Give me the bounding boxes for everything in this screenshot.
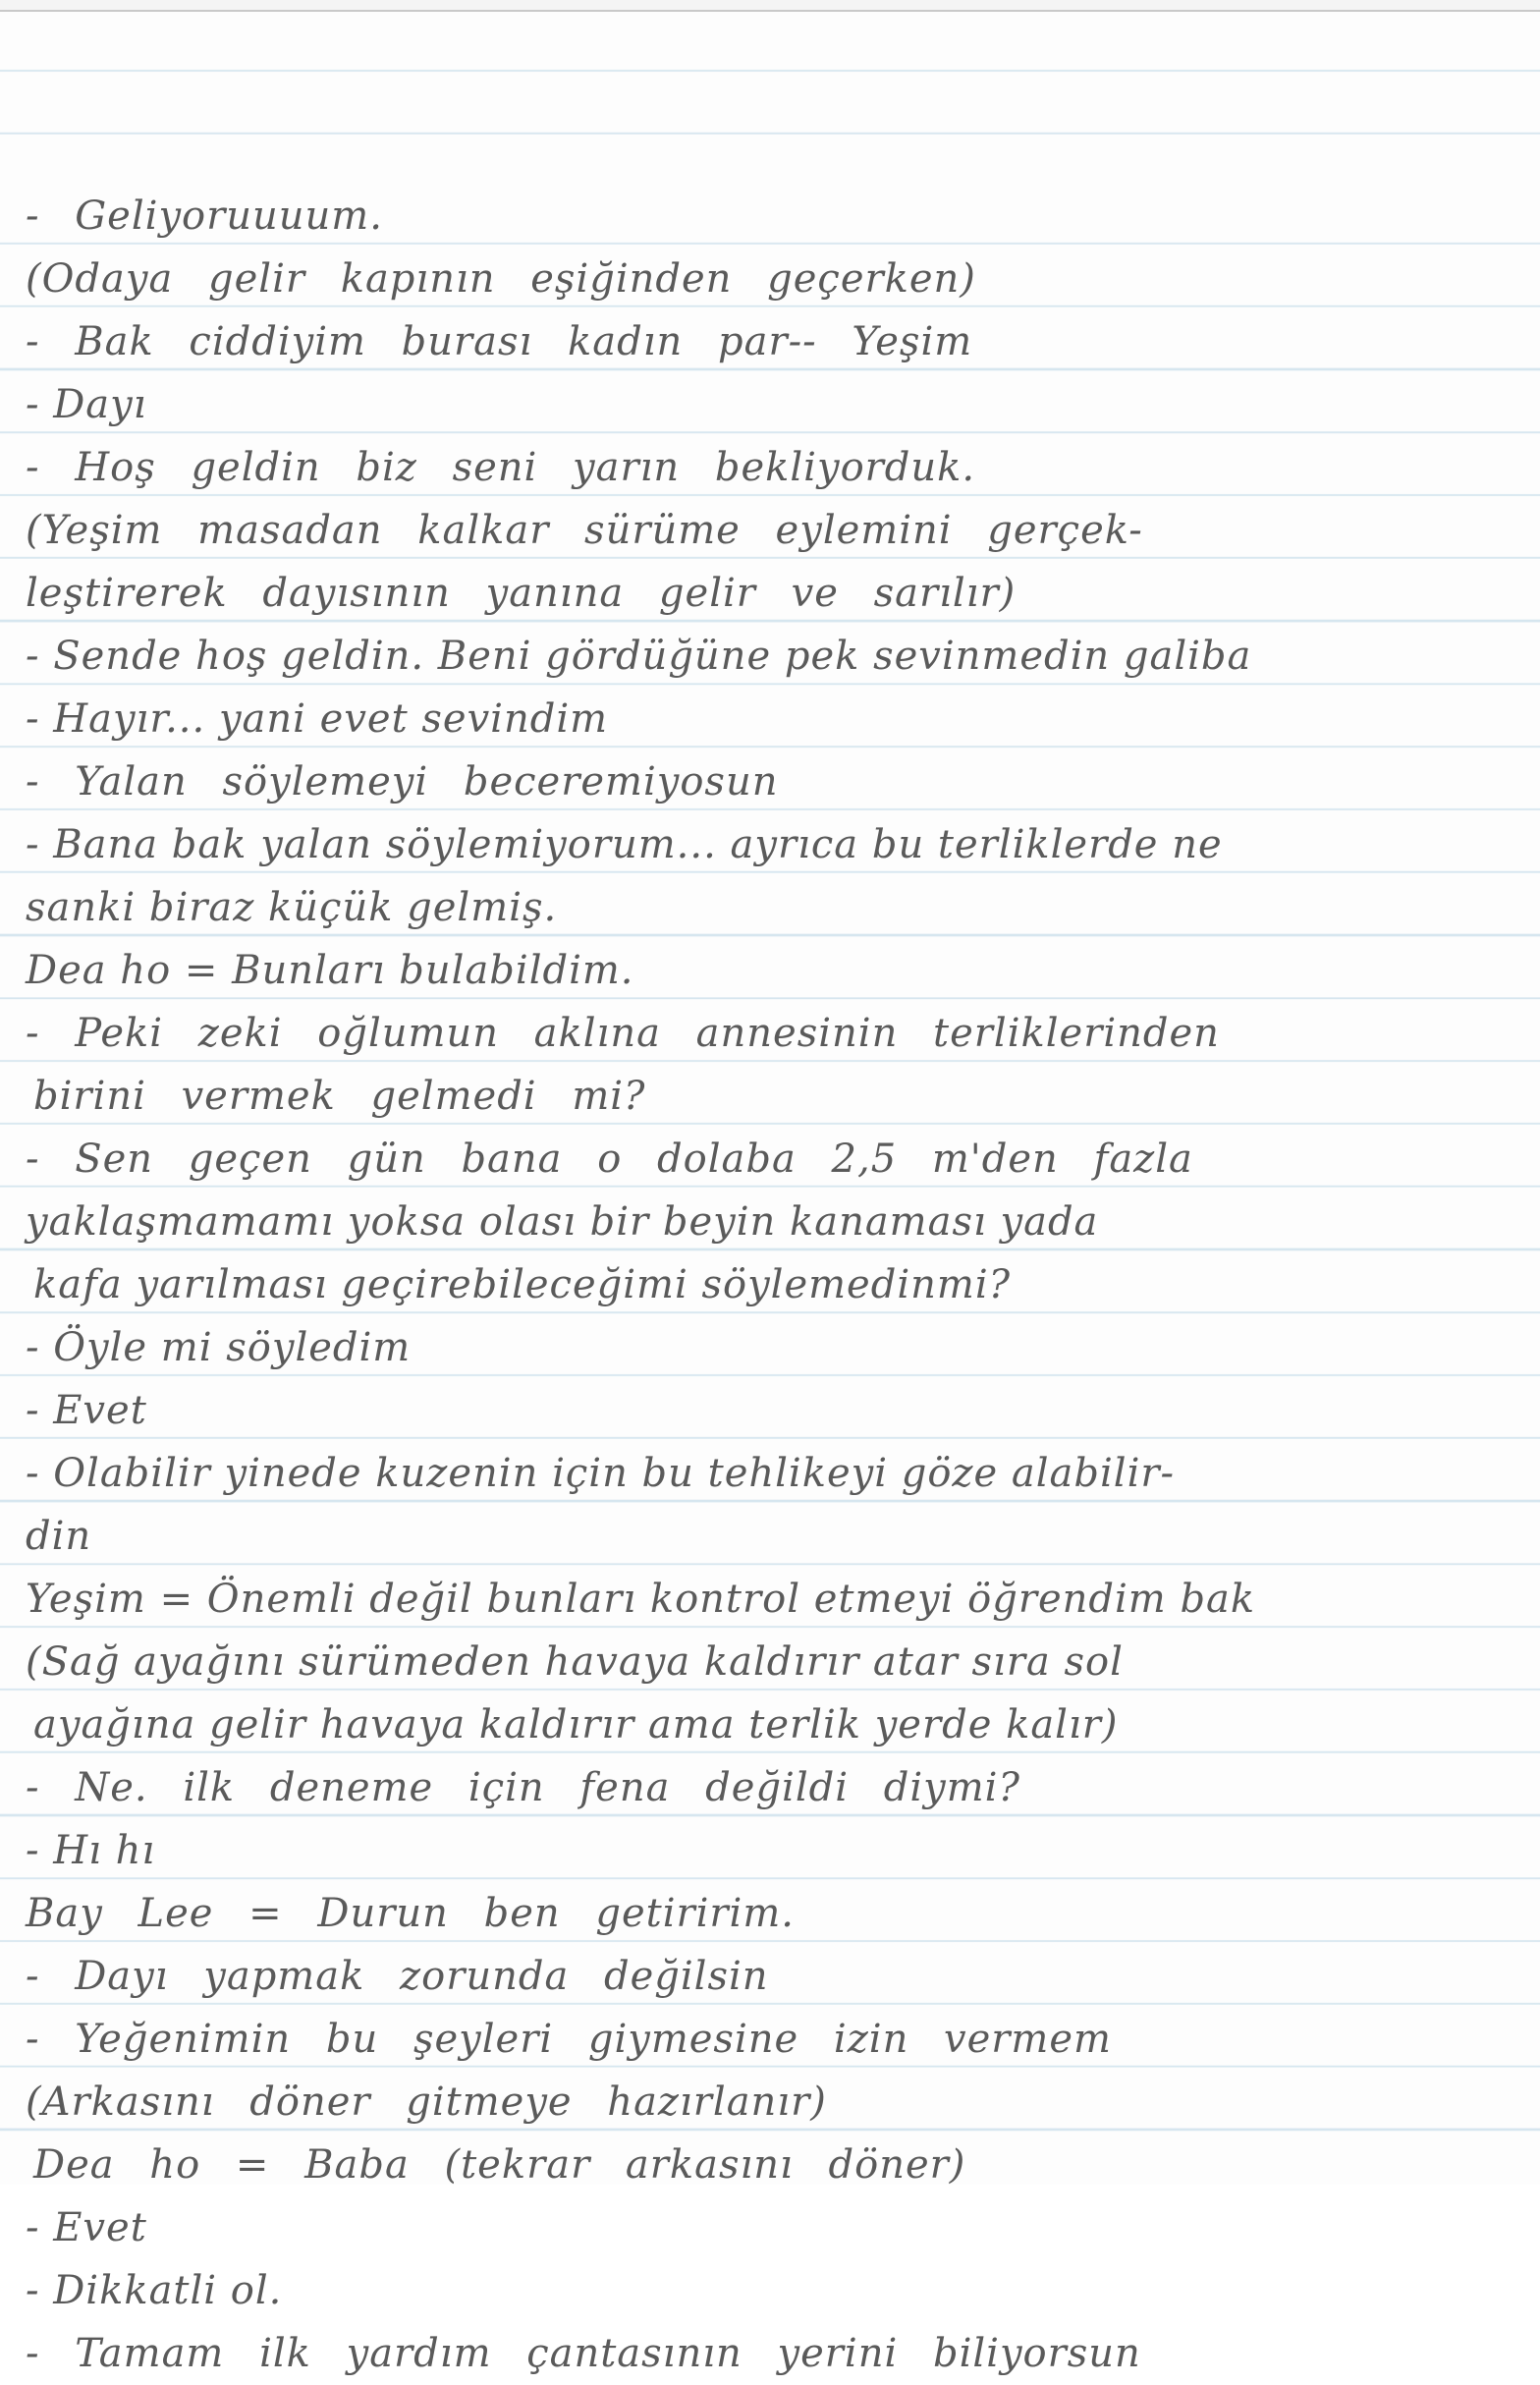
- dialogue-line: - Sende hoş geldin. Beni gördüğüne pek sevinmedin galiba: [26, 634, 1252, 679]
- dialogue-line: - Peki zeki oğlumun aklına annesinin terliklerinden: [26, 1011, 1220, 1056]
- dialogue-line: Dea ho = Bunları bulabildim.: [26, 948, 634, 993]
- dialogue-line: Bay Lee = Durun ben getiririm.: [26, 1891, 795, 1936]
- dialogue-line: (Odaya gelir kapının eşiğinden geçerken): [26, 256, 976, 302]
- dialogue-line: - Tamam ilk yardım çantasının yerini biliyorsun: [26, 2331, 1141, 2376]
- dialogue-line: Yeşim = Önemli değil bunları kontrol etmeyi öğrendim bak: [26, 1577, 1256, 1622]
- dialogue-line: - Öyle mi söyledim: [26, 1325, 412, 1370]
- dialogue-line: - Dayı yapmak zorunda değilsin: [26, 1954, 769, 1999]
- dialogue-line: - Olabilir yinede kuzenin için bu tehlikeyi göze alabilir-: [26, 1451, 1175, 1496]
- dialogue-line: - Bak ciddiyim burası kadın par-- Yeşim: [26, 319, 973, 364]
- dialogue-line: leştirerek dayısının yanına gelir ve sarılır): [26, 571, 1017, 616]
- dialogue-line: - Hayır... yani evet sevindim: [26, 696, 609, 742]
- dialogue-line: - Hoş geldin biz seni yarın bekliyorduk.: [26, 445, 976, 490]
- dialogue-line: sanki biraz küçük gelmiş.: [26, 885, 558, 930]
- dialogue-line: - Evet: [26, 1388, 147, 1433]
- dialogue-line: - Evet: [26, 2205, 147, 2250]
- handwritten-dialogue: [26, 185, 1528, 2385]
- dialogue-line: din: [26, 1514, 92, 1559]
- page-top-edge: [0, 0, 1540, 12]
- dialogue-line: - Dikkatli ol.: [26, 2268, 283, 2313]
- dialogue-line: - Bana bak yalan söylemiyorum... ayrıca bu terliklerde ne: [26, 822, 1223, 867]
- dialogue-line: - Yalan söylemeyi beceremiyosun: [26, 759, 779, 804]
- dialogue-line: - Hı hı: [26, 1828, 156, 1873]
- dialogue-line: birini vermek gelmedi mi?: [33, 1074, 646, 1119]
- dialogue-line: - Sen geçen gün bana o dolaba 2,5 m'den fazla: [26, 1137, 1193, 1182]
- dialogue-line: - Yeğenimin bu şeyleri giymesine izin vermem: [26, 2017, 1112, 2062]
- dialogue-line: - Dayı: [26, 382, 147, 427]
- dialogue-line: (Sağ ayağını sürümeden havaya kaldırır atar sıra sol: [26, 1639, 1124, 1685]
- dialogue-line: - Geliyoruuuum.: [26, 194, 383, 239]
- dialogue-line: (Yeşim masadan kalkar sürüme eylemini gerçek-: [26, 508, 1143, 553]
- dialogue-line: yaklaşmamamı yoksa olası bir beyin kanaması yada: [26, 1199, 1099, 1245]
- dialogue-line: - Ne. ilk deneme için fena değildi diymi?: [26, 1765, 1020, 1810]
- dialogue-line: (Arkasını döner gitmeye hazırlanır): [26, 2080, 827, 2125]
- dialogue-line: ayağına gelir havaya kaldırır ama terlik yerde kalır): [33, 1702, 1119, 1747]
- dialogue-line: Dea ho = Baba (tekrar arkasını döner): [33, 2142, 966, 2188]
- dialogue-line: kafa yarılması geçirebileceğimi söylemedinmi?: [33, 1262, 1012, 1307]
